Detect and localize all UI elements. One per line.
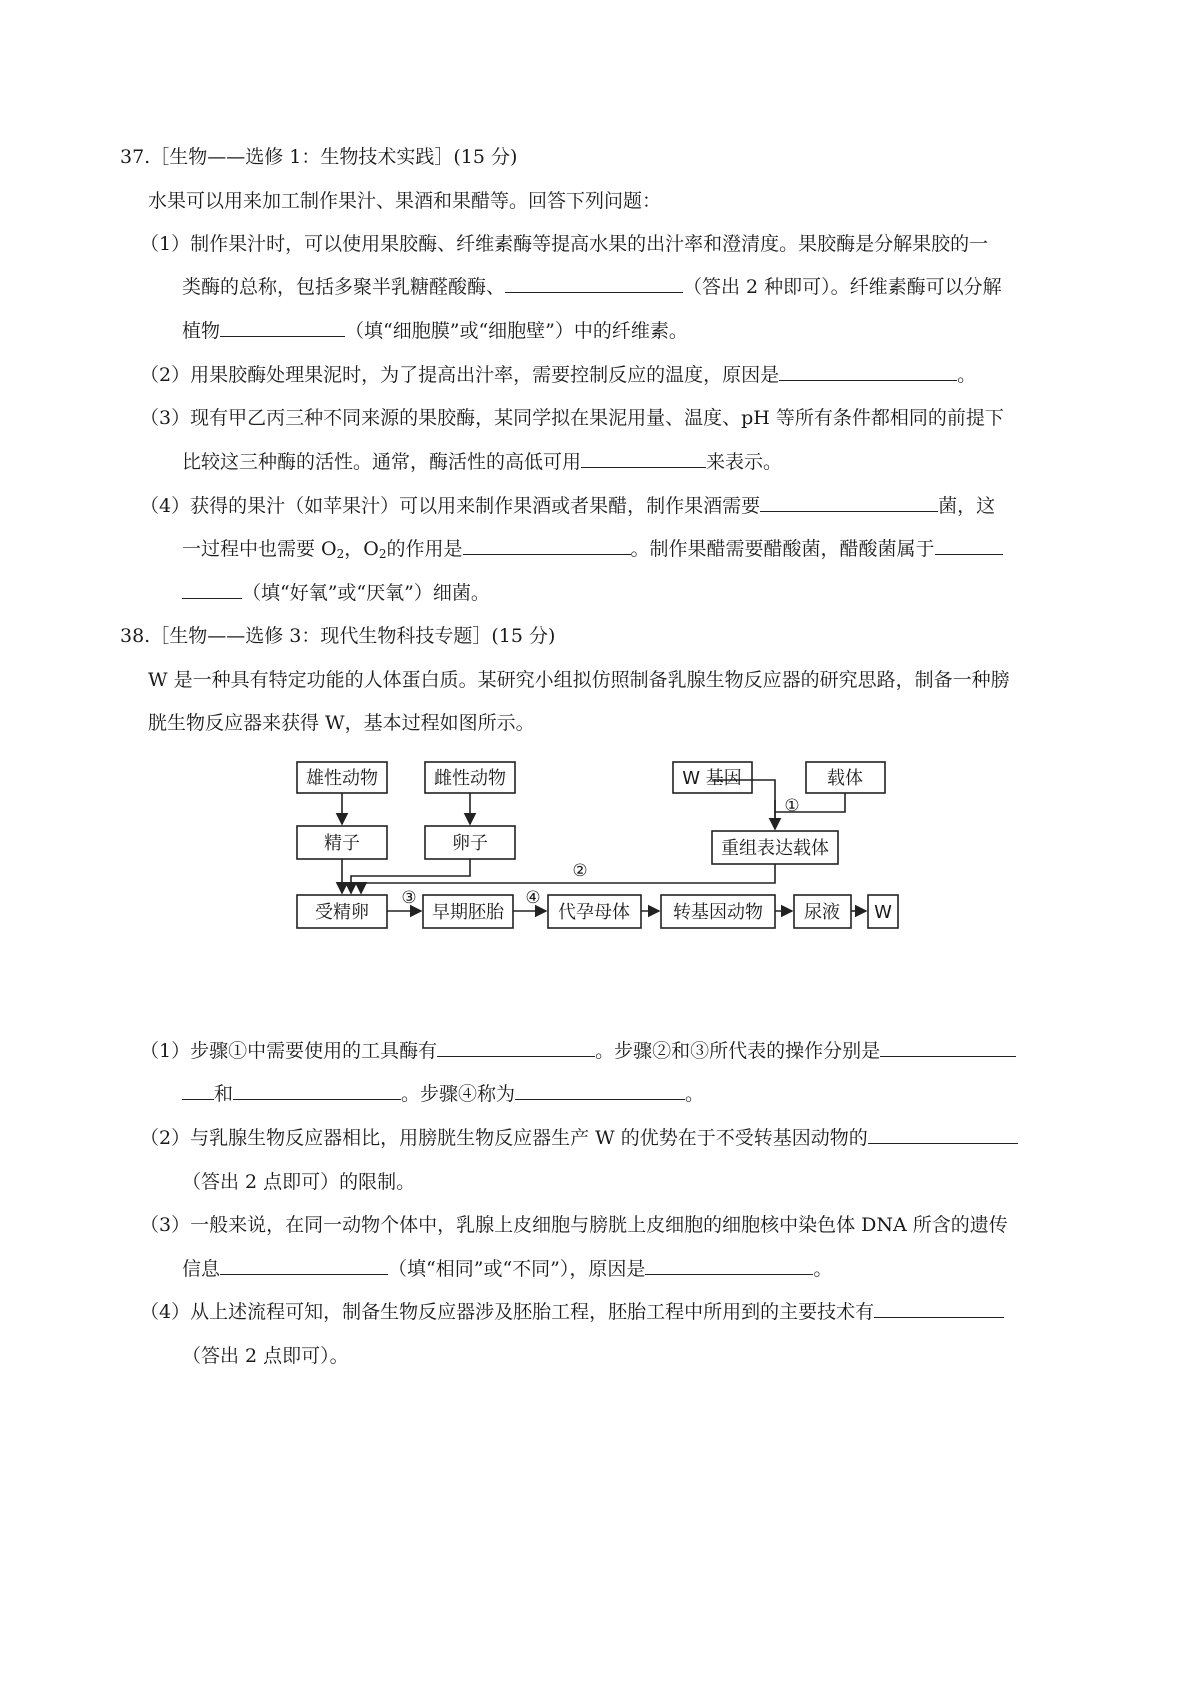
answer-blank[interactable]	[515, 1081, 685, 1100]
step-1-marker: ①	[784, 796, 800, 816]
label-zygote: 受精卵	[315, 902, 369, 923]
q37-part1-line2: 类酶的总称，包括多聚半乳糖醛酸酶、 （答出 2 种即可）。纤维素酶可以分解	[182, 276, 1002, 298]
step-4-marker: ④	[525, 888, 541, 908]
q38-part3-line2: 信息 （填“相同”或“不同”），原因是 。	[182, 1258, 833, 1280]
q38-part4-line2: （答出 2 点即可）。	[182, 1345, 349, 1367]
label-urine: 尿液	[804, 902, 840, 923]
q37-part3-line2: 比较这三种酶的活性。通常，酶活性的高低可用 来表示。	[182, 451, 783, 473]
q37-header: 37.［生物——选修 1：生物技术实践］(15 分)	[120, 146, 518, 168]
q38-part2-line1: （2）与乳腺生物反应器相比，用膀胱生物反应器生产 W 的优势在于不受转基因动物的	[140, 1123, 1018, 1153]
q37-part2: （2）用果胶酶处理果泥时，为了提高出汁率，需要控制反应的温度，原因是 。	[140, 364, 977, 386]
q37-intro: 水果可以用来加工制作果汁、果酒和果醋等。回答下列问题：	[148, 190, 662, 212]
step-2-marker: ②	[572, 861, 588, 881]
q38-part3-line1: （3）一般来说，在同一动物个体中，乳腺上皮细胞与膀胱上皮细胞的细胞核中染色体 DNA 所含的遗传	[140, 1214, 1008, 1236]
q38-intro-line1: W 是一种具有特定功能的人体蛋白质。某研究小组拟仿照制备乳腺生物反应器的研究思路，制备一种膀	[148, 669, 1010, 691]
q38-header: 38.［生物——选修 3：现代生物科技专题］(15 分)	[120, 625, 556, 647]
label-surrogate: 代孕母体	[558, 902, 630, 923]
label-sperm: 精子	[324, 833, 360, 854]
label-w: W	[874, 902, 892, 923]
q37-part4-line1: （4）获得的果汁（如苹果汁）可以用来制作果酒或者果醋，制作果酒需要 菌，这	[140, 495, 996, 517]
q37-part4-line3: （填“好氧”或“厌氧”）细菌。	[182, 578, 490, 608]
label-female-animal: 雌性动物	[434, 768, 506, 789]
answer-blank[interactable]	[880, 1038, 1016, 1057]
q38-intro-line2: 胱生物反应器来获得 W，基本过程如图所示。	[148, 712, 535, 734]
label-early-embryo: 早期胚胎	[432, 902, 504, 923]
q37-part4-line2: 一过程中也需要 $O_2$，$O_2$的作用是 。制作果醋需要醋酸菌，醋酸菌属于	[182, 534, 1003, 569]
answer-blank[interactable]	[437, 1038, 595, 1057]
label-male-animal: 雄性动物	[306, 768, 378, 789]
q38-part1-line1: （1）步骤①中需要使用的工具酶有 。步骤②和③所代表的操作分别是	[140, 1036, 1016, 1066]
answer-blank[interactable]	[220, 1256, 388, 1275]
q37-part1-line1: （1）制作果汁时，可以使用果胶酶、纤维素酶等提高水果的出汁率和澄清度。果胶酶是分解果胶的一	[140, 233, 989, 255]
answer-blank[interactable]	[233, 1081, 401, 1100]
q37-part1-line3: 植物 （填“细胞膜”或“细胞壁”）中的纤维素。	[182, 320, 688, 342]
q38-part2-line2: （答出 2 点即可）的限制。	[182, 1171, 416, 1193]
answer-blank[interactable]	[868, 1125, 1018, 1144]
q37-part3-line1: （3）现有甲乙丙三种不同来源的果胶酶，某同学拟在果泥用量、温度、pH 等所有条件都相同的前提下	[140, 407, 1004, 429]
q38-part1-line2: 和 。步骤④称为 。	[182, 1079, 704, 1109]
label-vector: 载体	[827, 768, 863, 789]
step-3-marker: ③	[401, 888, 417, 908]
label-recombinant-vector: 重组表达载体	[721, 838, 829, 859]
answer-blank[interactable]	[645, 1256, 813, 1275]
label-w-gene: W 基因	[682, 768, 742, 789]
label-egg: 卵子	[452, 833, 488, 854]
answer-blank[interactable]	[182, 1081, 214, 1100]
label-transgenic-animal: 转基因动物	[673, 902, 763, 923]
q38-part4-line1: （4）从上述流程可知，制备生物反应器涉及胚胎工程，胚胎工程中所用到的主要技术有	[140, 1297, 1004, 1327]
answer-blank[interactable]	[874, 1299, 1004, 1318]
